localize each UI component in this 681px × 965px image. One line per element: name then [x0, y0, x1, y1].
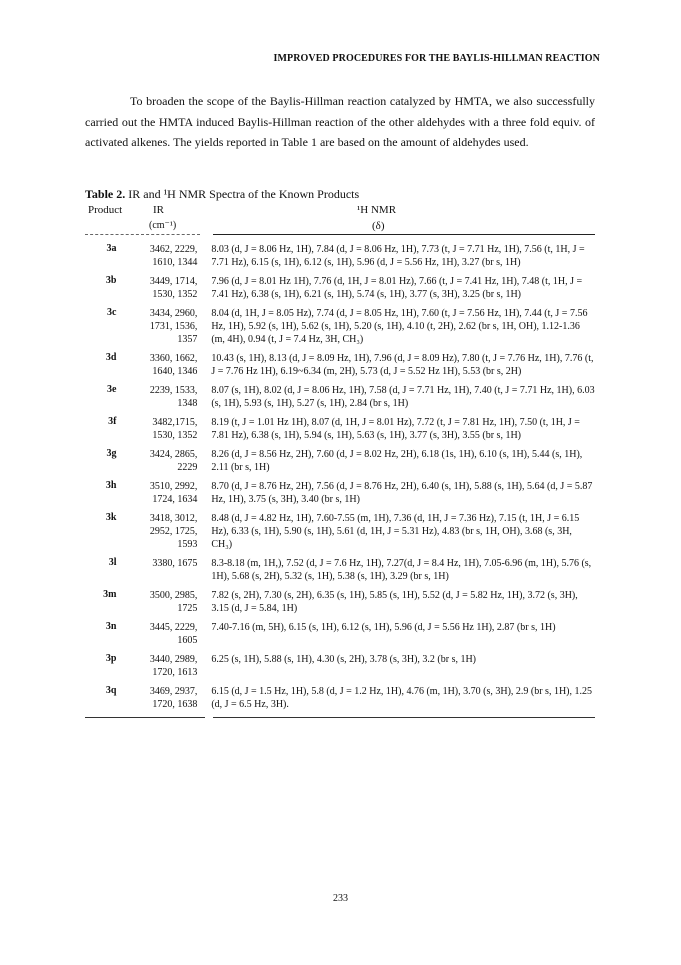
cell-product: 3q: [105, 685, 117, 696]
cell-product: 3n: [105, 621, 117, 632]
table-row: [85, 557, 595, 583]
cell-ir: 3510, 2992, 1724, 1634: [149, 481, 198, 505]
cell-product: 3m: [103, 589, 117, 600]
cell-nmr: 7.40-7.16 (m, 5H), 6.15 (s, 1H), 6.12 (s, 1H), 5.96 (d, J = 5.56 Hz 1H), 2.87 (br s, 1H): [211, 622, 556, 633]
cell-product: 3d: [105, 352, 117, 363]
cell-ir: 3469, 2937, 1720, 1638: [149, 686, 198, 710]
cell-ir: 3500, 2985, 1725: [149, 590, 198, 614]
cell-product: 3f: [108, 416, 117, 427]
table-row: [85, 275, 595, 301]
cell-product: 3c: [107, 307, 117, 318]
table-row: [85, 512, 595, 551]
cell-nmr: 8.07 (s, 1H), 8.02 (d, J = 8.06 Hz, 1H), 7.58 (d, J = 7.71 Hz, 1H), 7.40 (t, J = 7.71 Hz, 1H), 6.03 (s, 1H), 5.93 (s, 1H), 5.27 (s, 1H), 2.84 (br s, 1H): [211, 385, 595, 409]
cell-nmr: 8.26 (d, J = 8.56 Hz, 2H), 7.60 (d, J = 8.02 Hz, 2H), 6.18 (1s, 1H), 6.10 (s, 1H), 5.44 (s, 1H), 2.11 (br s, 1H): [211, 449, 583, 473]
nmr-table: [85, 204, 595, 719]
cell-nmr: 8.3-8.18 (m, 1H,), 7.52 (d, J = 7.6 Hz, 1H), 7.27(d, J = 8.4 Hz, 1H), 7.05-6.96 (m, 1H), 5.76 (s, 1H), 5.68 (s, 2H), 5.32 (s, 1H), 5.38 (s, 1H), 3.29 (br s, 1H): [211, 558, 592, 582]
cell-ir: 3449, 1714, 1530, 1352: [149, 276, 198, 300]
cell-nmr: 8.04 (d, 1H, J = 8.05 Hz), 7.74 (d, J = 8.05 Hz, 1H), 7.60 (t, J = 7.56 Hz, 1H), 7.44 (t, J = 7.56 Hz, 1H), 5.92 (s, 1H), 5.62 (s, 1H), 5.20 (s, 1H), 4.10 (t, 2H), 2.62 (br s, 1H, OH), 1.12-1.36 (m, 4H), 0.94 (t, J = 7.4 Hz, 3H, CH₃): [211, 308, 588, 345]
cell-ir: 3418, 3012, 2952, 1725, 1593: [149, 513, 198, 550]
bottom-rule-left: [85, 717, 205, 718]
cell-product: 3h: [105, 480, 117, 491]
cell-ir: 3360, 1662, 1640, 1346: [149, 353, 198, 377]
table-row: [85, 480, 595, 506]
table-row: [85, 448, 595, 474]
cell-ir: 3462, 2229, 1610, 1344: [149, 244, 198, 268]
table-caption-label: Table 2.: [85, 187, 126, 201]
table-row: [85, 685, 595, 711]
cell-nmr: 6.15 (d, J = 1.5 Hz, 1H), 5.8 (d, J = 1.2 Hz, 1H), 4.76 (m, 1H), 3.70 (s, 3H), 2.9 (br s, 1H), 1.25 (d, J = 6.5 Hz, 3H).: [211, 686, 592, 710]
cell-product: 3e: [107, 384, 117, 395]
table-row: [85, 384, 595, 410]
header-nmr-unit: (δ): [372, 220, 385, 232]
table-bottom-rule: [85, 717, 595, 719]
cell-nmr: 8.03 (d, J = 8.06 Hz, 1H), 7.84 (d, J = 8.06 Hz, 1H), 7.73 (t, J = 7.71 Hz, 1H), 7.56 (t, 1H, J = 7.71 Hz), 6.15 (s, 1H), 6.12 (s, 1H), 5.96 (d, J = 5.56 Hz, 1H), 3.27 (br s, 1H): [211, 244, 585, 268]
cell-ir: 3482,1715, 1530, 1352: [152, 417, 198, 441]
bottom-rule-right: [213, 717, 595, 718]
cell-product: 3p: [105, 653, 117, 664]
table-row: [85, 653, 595, 679]
table-caption: [85, 187, 359, 202]
header-nmr: ¹H NMR: [357, 204, 397, 216]
table-body: [85, 237, 595, 711]
cell-ir: 2239, 1533, 1348: [149, 385, 198, 409]
table-row: [85, 307, 595, 346]
cell-nmr: 6.25 (s, 1H), 5.88 (s, 1H), 4.30 (s, 2H), 3.78 (s, 3H), 3.2 (br s, 1H): [211, 654, 477, 665]
cell-nmr: 8.19 (t, J = 1.01 Hz 1H), 8.07 (d, 1H, J = 8.01 Hz), 7.72 (t, J = 7.81 Hz, 1H), 7.50 (t, 1H, J = 7.81 Hz), 6.38 (s, 1H), 5.94 (s, 1H), 5.63 (s, 1H), 3.77 (s, 3H), 3.55 (br s, 1H): [211, 417, 580, 441]
cell-product: 3l: [108, 557, 117, 568]
cell-ir: 3380, 1675: [152, 558, 198, 569]
header-rule-right: [213, 234, 595, 235]
cell-ir: 3440, 2989, 1720, 1613: [149, 654, 198, 678]
table-header: [85, 204, 595, 237]
cell-product: 3a: [106, 243, 117, 254]
cell-product: 3k: [105, 512, 117, 523]
cell-nmr: 7.82 (s, 2H), 7.30 (s, 2H), 6.35 (s, 1H), 5.85 (s, 1H), 5.52 (d, J = 5.82 Hz, 1H), 3.72 (s, 3H), 3.15 (d, J = 5.84, 1H): [211, 590, 578, 614]
cell-product: 3b: [105, 275, 117, 286]
intro-paragraph: [85, 91, 595, 153]
table-row: [85, 589, 595, 615]
running-head: IMPROVED PROCEDURES FOR THE BAYLIS-HILLMAN REACTION: [273, 53, 600, 64]
cell-nmr: 7.96 (d, J = 8.01 Hz 1H), 7.76 (d, 1H, J = 8.01 Hz), 7.66 (t, J = 7.41 Hz, 1H), 7.48 (t, 1H, J = 7.41 Hz), 6.38 (s, 1H), 6.21 (s, 1H), 5.74 (s, 1H), 3.77 (s, 3H), 3.25 (br s, 1H): [211, 276, 583, 300]
cell-ir: 3445, 2229, 1605: [149, 622, 198, 646]
cell-ir: 3434, 2960, 1731, 1536, 1357: [149, 308, 198, 345]
cell-nmr: 8.48 (d, J = 4.82 Hz, 1H), 7.60-7.55 (m, 1H), 7.36 (d, 1H, J = 7.36 Hz), 7.15 (t, 1H, J = 6.15 Hz), 6.33 (s, 1H), 5.90 (s, 1H), 5.61 (d, 1H, J = 5.31 Hz), 4.83 (br s, 1H, OH), 3.68 (s, 3H, CH₃): [211, 513, 580, 550]
cell-ir: 3424, 2865, 2229: [149, 449, 198, 473]
page-number: 233: [333, 893, 348, 904]
header-ir-unit: (cm⁻¹): [149, 220, 177, 231]
header-product: Product: [88, 204, 123, 216]
header-rule-left: [85, 234, 200, 235]
table-row: [85, 621, 595, 647]
cell-nmr: 8.70 (d, J = 8.76 Hz, 2H), 7.56 (d, J = 8.76 Hz, 2H), 6.40 (s, 1H), 5.88 (s, 1H), 5.64 (d, J = 5.87 Hz, 1H), 3.75 (s, 3H), 3.40 (br s, 1H): [211, 481, 593, 505]
cell-product: 3g: [106, 448, 117, 459]
table-row: [85, 416, 595, 442]
table-caption-text: IR and ¹H NMR Spectra of the Known Products: [128, 187, 360, 201]
table-row: [85, 243, 595, 269]
intro-text: To broaden the scope of the Baylis-Hillman reaction catalyzed by HMTA, we also successfully carried out the HMTA induced Baylis-Hillman reaction of the other aldehydes with a three fold equiv. of activated alkenes. The yields reported in Table 1 are based on the amount of aldehydes used.: [85, 94, 595, 149]
table-row: [85, 352, 595, 378]
cell-nmr: 10.43 (s, 1H), 8.13 (d, J = 8.09 Hz, 1H), 7.96 (d, J = 8.09 Hz), 7.80 (t, J = 7.76 Hz, 1H), 7.76 (t, J = 7.76 Hz 1H), 6.19~6.34 (m, 2H), 5.73 (d, J = 5.52 Hz 1H), 5.53 (br s, 2H): [211, 353, 594, 377]
header-ir: IR: [153, 204, 164, 216]
